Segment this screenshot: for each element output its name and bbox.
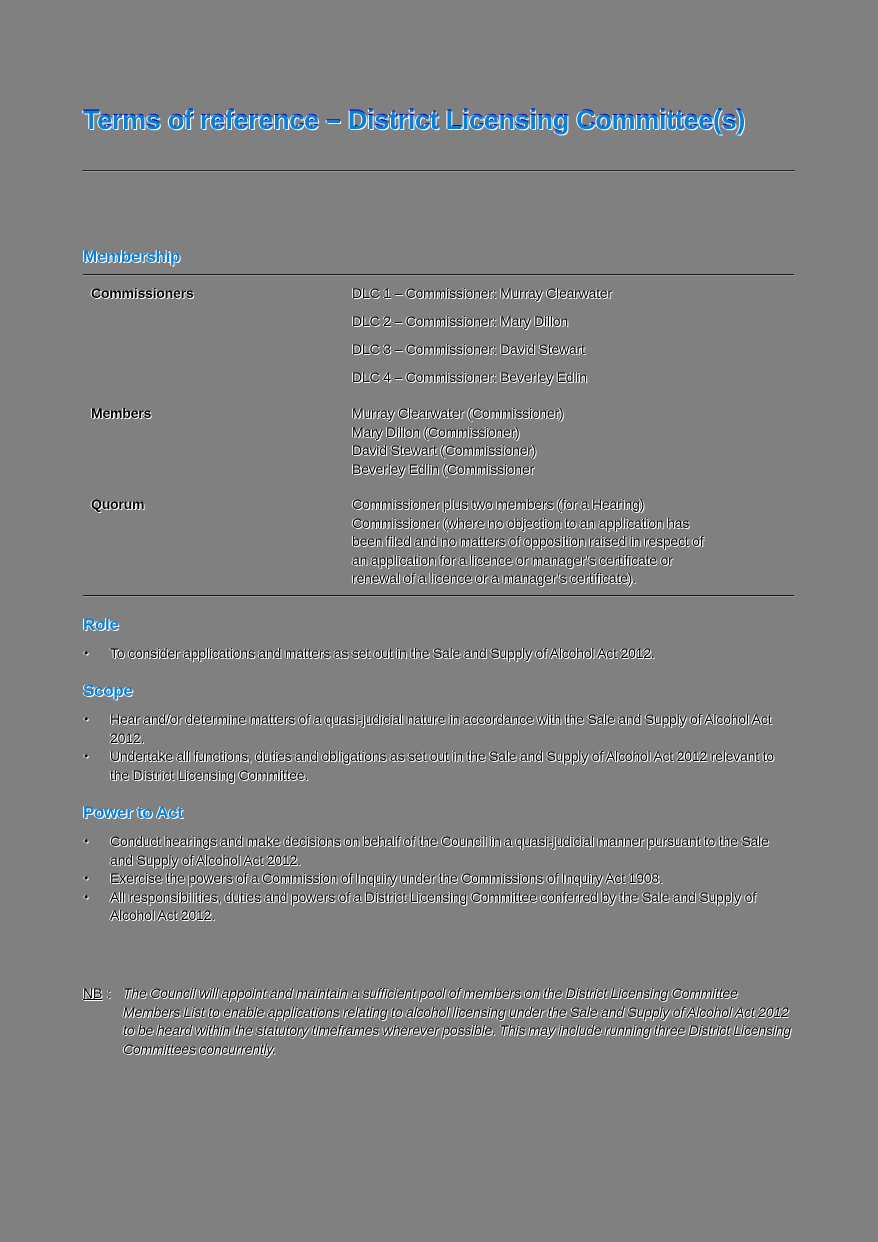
bullet-icon: • <box>84 834 89 848</box>
power-to-act-list <box>83 832 795 925</box>
list-item <box>83 644 795 663</box>
row-label-members: Members <box>91 405 152 421</box>
list-item-text: Exercise the powers of a Commission of Inquiry under the Commissions of Inquiry Act 1908. <box>110 870 663 886</box>
quorum-line: been filed and no matters of opposition raised in respect of <box>352 533 704 549</box>
list-item <box>83 832 795 869</box>
row-value-members <box>352 404 792 478</box>
nb-text: The Council will appoint and maintain a sufficient pool of members on the District Licensing Committee Members List to enable applications relating to alcohol licensing under the Sale and Supply of Alcohol Act 2012 to be heard within the statutory timeframes wherever possible. This may include running three District Licensing Committees concurrently. <box>123 985 791 1057</box>
list-item-text: Undertake all functions, duties and obligations as set out in the Sale and Supply of Alcohol Act 2012 relevant to the District Licensing Committee. <box>110 748 774 783</box>
bullet-icon: • <box>84 712 89 726</box>
commissioner-line: DLC 4 – Commissioner: Beverley Edlin <box>352 369 587 385</box>
scope-list <box>83 710 795 784</box>
quorum-line: renewal of a licence or a manager’s certificate). <box>352 570 636 586</box>
list-item <box>83 869 795 888</box>
scope-heading: Scope <box>83 681 133 700</box>
member-line: Beverley Edlin (Commissioner <box>352 460 534 477</box>
power-to-act-heading: Power to Act <box>83 803 183 822</box>
bullet-icon: • <box>84 646 89 660</box>
bullet-icon: • <box>84 871 89 885</box>
membership-heading: Membership <box>83 247 181 266</box>
list-item-text: All responsibilities, duties and powers of a District Licensing Committee conferred by the Sale and Supply of Alcohol Act 2012. <box>110 888 756 923</box>
page-title: Terms of reference – District Licensing Committee(s) <box>83 105 746 136</box>
member-line: Murray Clearwater (Commissioner) <box>352 405 564 421</box>
commissioner-line: DLC 1 – Commissioner: Murray Clearwater <box>352 285 612 301</box>
list-item-text: Conduct hearings and make decisions on behalf of the Council in a quasi-judicial manner pursuant to the Sale and Supply of Alcohol Act 2012. <box>110 833 769 868</box>
member-line: David Stewart (Commissioner) <box>352 442 537 458</box>
role-list <box>83 644 795 663</box>
list-item-text: To consider applications and matters as set out in the Sale and Supply of Alcohol Act 2012. <box>110 645 655 661</box>
quorum-line: Commissioner plus two members (for a Hearing) <box>352 496 645 512</box>
bullet-icon: • <box>84 749 89 763</box>
row-value-commissioners <box>352 284 792 396</box>
quorum-line: Commissioner (where no objection to an application has <box>352 514 690 531</box>
membership-table-bottom-border <box>83 595 794 597</box>
title-divider <box>82 170 795 172</box>
bullet-icon: • <box>84 889 89 904</box>
membership-table-top-border <box>83 274 794 276</box>
row-label-commissioners: Commissioners <box>91 285 194 301</box>
member-line: Mary Dillon (Commissioner) <box>352 423 520 440</box>
row-label-quorum: Quorum <box>91 496 145 512</box>
quorum-line: an application for a licence or manager’s certificate or <box>352 551 673 568</box>
list-item <box>83 747 795 784</box>
list-item <box>83 888 795 925</box>
commissioner-line: DLC 3 – Commissioner: David Stewart <box>352 341 585 357</box>
nb-note <box>83 984 795 1058</box>
list-item-text: Hear and/or determine matters of a quasi-judicial nature in accordance with the Sale and Supply of Alcohol Act 2012. <box>110 711 772 746</box>
role-heading: Role <box>83 615 119 634</box>
nb-label: NB <box>83 985 103 1001</box>
commissioner-line: DLC 2 – Commissioner: Mary Dillon <box>352 313 568 329</box>
list-item <box>83 710 795 747</box>
nb-colon: : <box>107 985 111 1001</box>
row-value-quorum <box>352 495 792 588</box>
